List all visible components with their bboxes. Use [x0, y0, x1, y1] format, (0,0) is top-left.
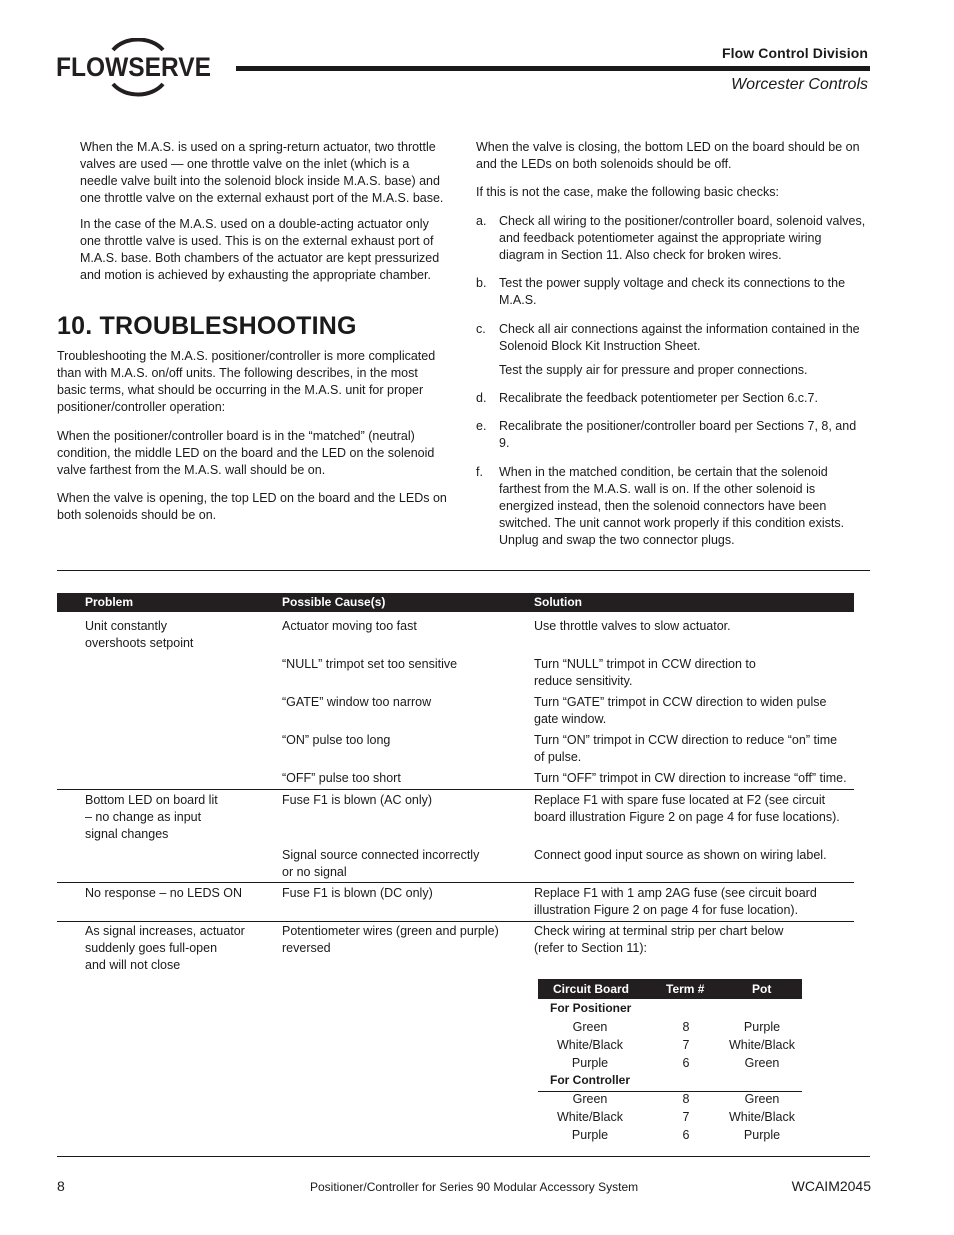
wiring-pot-cell: White/Black — [729, 1038, 795, 1052]
wiring-board-cell: Green — [572, 1092, 608, 1106]
body-paragraph: When the positioner/controller board is in the “matched” (neutral) condition, the middle LED on the board and the LED on the solenoid valve farthest from the M.A.S. wall should be on. — [57, 429, 435, 477]
check-item — [476, 213, 870, 264]
cause-cell: Actuator moving too fast — [282, 619, 417, 633]
solution-cell: Turn “NULL” trimpot in CCW direction to reduce sensitivity. — [534, 657, 756, 688]
cause-cell: “OFF” pulse too short — [282, 771, 401, 785]
problem-cell: Bottom LED on board lit – no change as input signal changes — [85, 793, 218, 841]
check-item — [476, 418, 870, 452]
header-rule — [236, 66, 870, 71]
document-id: WCAIM2045 — [791, 1178, 871, 1194]
check-label: e. — [476, 419, 487, 433]
wiring-term-cell: 7 — [682, 1038, 690, 1052]
wiring-pot-cell: Purple — [743, 1020, 781, 1034]
check-text: When in the matched condition, be certain that the solenoid farthest from the M.A.S. wall is on. If the other solenoid is energized instead, then the solenoid connectors have been switched. The unit cannot work properly if this condition exists. Unplug and swap the two connector plugs. — [499, 465, 845, 547]
body-paragraph: Troubleshooting the M.A.S. positioner/controller is more complicated than with M.A.S. on/off units. The following describes, in the most basic terms, what should be occurring in the M.A.S. unit for proper positioner/controller operation: — [57, 349, 436, 414]
wiring-pot-cell: White/Black — [729, 1110, 795, 1124]
check-item — [476, 464, 870, 549]
section-divider — [57, 570, 870, 571]
page-number: 8 — [57, 1178, 65, 1194]
wiring-header-term: Term # — [666, 982, 705, 996]
cause-cell: Signal source connected incorrectly or no signal — [282, 848, 480, 879]
solution-cell: Turn “ON” trimpot in CCW direction to reduce “on” time of pulse. — [534, 733, 838, 764]
solution-cell: Turn “GATE” trimpot in CCW direction to widen pulse gate window. — [534, 695, 827, 726]
wiring-term-cell: 8 — [682, 1020, 690, 1034]
body-paragraph: When the valve is opening, the top LED on the board and the LEDs on both solenoids should be on. — [57, 491, 447, 522]
wiring-term-cell: 6 — [682, 1056, 690, 1070]
cause-cell: Potentiometer wires (green and purple) reversed — [282, 924, 499, 955]
wiring-board-cell: White/Black — [557, 1110, 623, 1124]
intro-paragraph: When the M.A.S. is used on a spring-return actuator, two throttle valves are used — one throttle valve on the inlet (which is a needle valve built into the solenoid block inside M.A.S. base) and one throttle valve on the external exhaust port of the M.A.S. base. — [80, 140, 444, 205]
wiring-term-cell: 6 — [682, 1128, 690, 1142]
check-text: Test the supply air for pressure and proper connections. — [499, 363, 808, 377]
check-text: Test the power supply voltage and check its connections to the M.A.S. — [499, 276, 846, 307]
problem-cell: No response – no LEDS ON — [85, 886, 243, 900]
cause-cell: Fuse F1 is blown (AC only) — [282, 793, 433, 807]
wiring-board-cell: Purple — [571, 1128, 609, 1142]
body-paragraph: When the valve is closing, the bottom LED on the board should be on and the LEDs on both solenoids should be off. — [476, 140, 860, 171]
row-divider — [57, 882, 854, 883]
cause-cell: “GATE” window too narrow — [282, 695, 432, 709]
check-item — [476, 390, 870, 407]
check-label: c. — [476, 322, 486, 336]
check-label: d. — [476, 391, 487, 405]
check-item — [476, 275, 870, 309]
solution-cell: Replace F1 with 1 amp 2AG fuse (see circuit board illustration Figure 2 on page 4 for fuse location). — [534, 886, 817, 917]
intro-paragraph: In the case of the M.A.S. used on a double-acting actuator only one throttle valve is used. This is on the external exhaust port of M.A.S. base. Both chambers of the actuator are kept pressurized and motion is achieved by exhausting the appropriate chamber. — [80, 217, 440, 282]
column-header-cause: Possible Cause(s) — [282, 595, 386, 609]
solution-cell: Check wiring at terminal strip per chart below (refer to Section 11): — [534, 924, 784, 955]
wiring-group-label: For Controller — [550, 1073, 630, 1087]
logo-wordmark: FLOWSERVE — [56, 52, 211, 82]
wiring-board-cell: Purple — [571, 1056, 609, 1070]
brand-name: Worcester Controls — [731, 76, 868, 93]
wiring-pot-cell: Green — [744, 1056, 780, 1070]
check-text: Check all wiring to the positioner/controller board, solenoid valves, and feedback potentiometer against the appropriate wiring diagram in Section 11. Also check for broken wires. — [499, 214, 866, 262]
flowserve-logo — [55, 38, 213, 100]
cause-cell: “NULL” trimpot set too sensitive — [282, 657, 458, 671]
wiring-group-label: For Positioner — [550, 1001, 632, 1015]
cause-cell: Fuse F1 is blown (DC only) — [282, 886, 433, 900]
check-text: Check all air connections against the information contained in the Solenoid Block Kit Instruction Sheet. — [499, 322, 860, 353]
wiring-term-cell: 8 — [682, 1092, 690, 1106]
wiring-header-pot: Pot — [752, 982, 772, 996]
section-title: 10. TROUBLESHOOTING — [57, 312, 357, 340]
row-divider — [57, 789, 854, 790]
check-text: Recalibrate the feedback potentiometer per Section 6.c.7. — [499, 391, 818, 405]
table-header — [57, 593, 854, 612]
wiring-table-header — [538, 979, 802, 999]
check-item — [476, 362, 870, 379]
wiring-term-cell: 7 — [682, 1110, 690, 1124]
row-divider — [57, 921, 854, 922]
footer-rule — [57, 1156, 870, 1157]
solution-cell: Replace F1 with spare fuse located at F2 (see circuit board illustration Figure 2 on page 4 for fuse locations). — [534, 793, 840, 824]
wiring-pot-cell: Purple — [743, 1128, 781, 1142]
wiring-board-cell: White/Black — [557, 1038, 623, 1052]
check-label: b. — [476, 276, 487, 290]
checks-intro: If this is not the case, make the following basic checks: — [476, 185, 779, 199]
wiring-board-cell: Green — [572, 1020, 608, 1034]
problem-cell: Unit constantly overshoots setpoint — [85, 619, 194, 650]
division-name: Flow Control Division — [722, 45, 868, 61]
check-text: Recalibrate the positioner/controller board per Sections 7, 8, and 9. — [499, 419, 857, 450]
wiring-header-board: Circuit Board — [553, 982, 630, 996]
solution-cell: Connect good input source as shown on wiring label. — [534, 848, 827, 862]
solution-cell: Turn “OFF” trimpot in CW direction to increase “off” time. — [534, 771, 847, 785]
check-label: f. — [476, 465, 483, 479]
solution-cell: Use throttle valves to slow actuator. — [534, 619, 731, 633]
problem-cell: As signal increases, actuator suddenly goes full-open and will not close — [85, 924, 245, 972]
footer-title: Positioner/Controller for Series 90 Modular Accessory System — [310, 1180, 639, 1194]
column-header-solution: Solution — [534, 595, 582, 609]
check-item — [476, 321, 870, 355]
cause-cell: “ON” pulse too long — [282, 733, 391, 747]
wiring-pot-cell: Green — [744, 1092, 780, 1106]
check-label: a. — [476, 214, 487, 228]
column-header-problem: Problem — [85, 595, 134, 609]
